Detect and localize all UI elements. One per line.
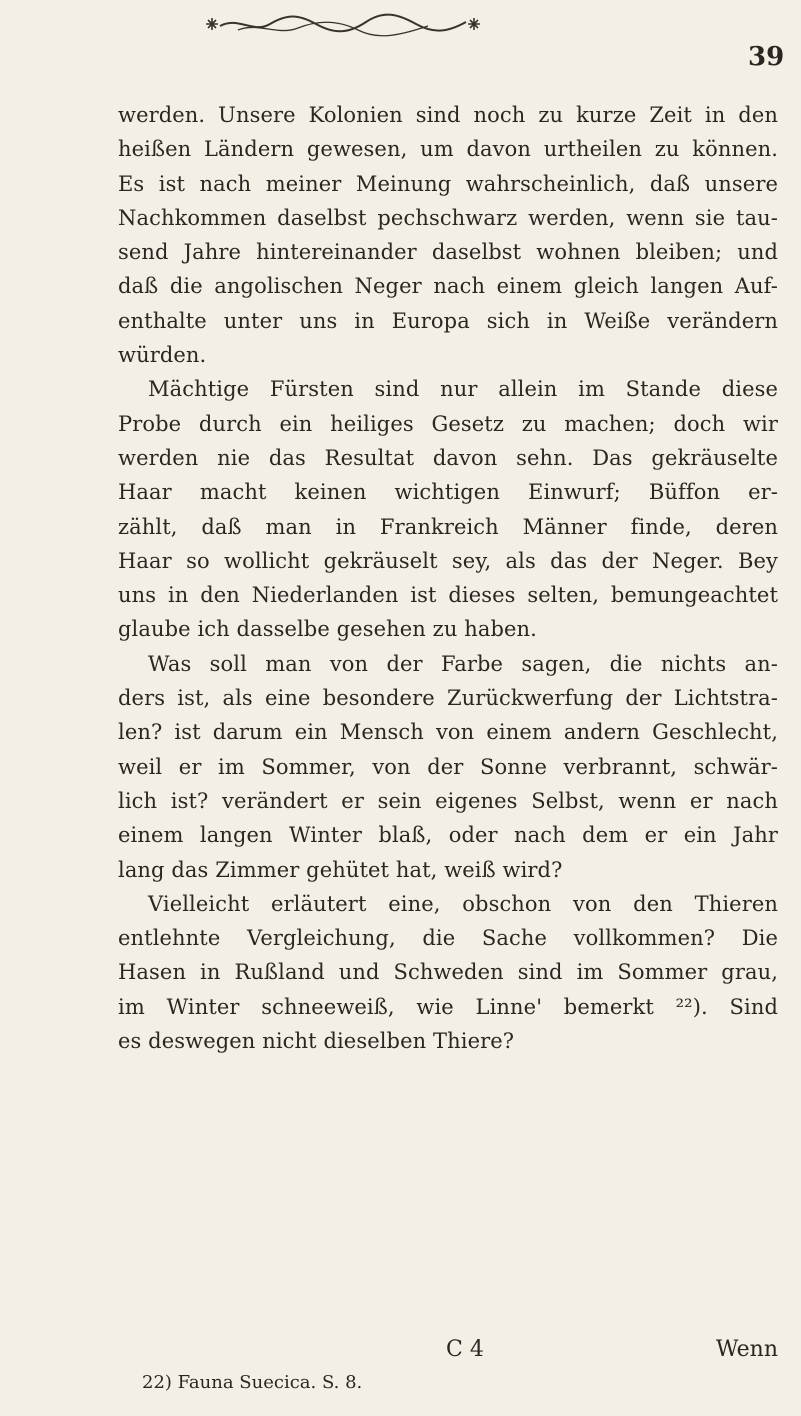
paragraph xyxy=(118,98,778,372)
text-line: glaube ich dasselbe gesehen zu haben. xyxy=(118,617,537,642)
text-line: send Jahre hintereinander daselbst wohnen bleiben; und xyxy=(118,240,778,265)
text-line: zählt, daß man in Frankreich Männer finde, deren xyxy=(118,514,778,539)
ornament-swirl-line-lower xyxy=(238,22,428,36)
text-line: Probe durch ein heiliges Gesetz zu machen; doch wir xyxy=(118,411,778,436)
text-line: Vielleicht erläutert eine, obschon von den Thieren xyxy=(148,891,778,916)
footnote: 22) Fauna Suecica. S. 8. xyxy=(142,1372,363,1393)
text-line: Haar so wollicht gekräuselt sey, als das der Neger. Bey xyxy=(118,548,778,573)
body-text xyxy=(118,98,778,1058)
catchword: Wenn xyxy=(715,1337,778,1362)
text-line: einem langen Winter blaß, oder nach dem er ein Jahr xyxy=(118,823,778,848)
paragraph xyxy=(118,887,778,1058)
page-number: 39 xyxy=(748,42,785,72)
signature-mark: C 4 xyxy=(446,1337,484,1362)
text-line: ders ist, als eine besondere Zurückwerfung der Lichtstra- xyxy=(118,686,778,711)
ornament-swirl-line xyxy=(220,15,466,32)
text-line: len? ist darum ein Mensch von einem andern Geschlecht, xyxy=(118,720,778,745)
text-line: lang das Zimmer gehütet hat, weiß wird? xyxy=(118,857,563,882)
text-line: Nachkommen daselbst pechschwarz werden, wenn sie tau- xyxy=(118,205,778,230)
text-line: im Winter schneeweiß, wie Linne' bemerkt ²²). Sind xyxy=(118,994,778,1019)
text-line: Hasen in Rußland und Schweden sind im Sommer grau, xyxy=(118,960,778,985)
paragraph xyxy=(118,372,778,646)
text-line: enthalte unter uns in Europa sich in Weiße verändern xyxy=(118,308,778,333)
page-footer xyxy=(118,1335,778,1365)
text-line: Haar macht keinen wichtigen Einwurf; Büffon er- xyxy=(118,480,778,505)
text-line: uns in den Niederlanden ist dieses selten, bemungeachtet xyxy=(118,583,778,608)
header-ornament xyxy=(198,12,488,38)
text-line: es deswegen nicht dieselben Thiere? xyxy=(118,1029,515,1054)
text-line: Was soll man von der Farbe sagen, die nichts an- xyxy=(148,651,778,676)
text-line: lich ist? verändert er sein eigenes Selbst, wenn er nach xyxy=(118,788,778,813)
ornament-right-cross xyxy=(468,18,480,30)
text-line: daß die angolischen Neger nach einem gleich langen Auf- xyxy=(118,274,778,299)
text-line: entlehnte Vergleichung, die Sache vollkommen? Die xyxy=(118,926,778,951)
text-line: Es ist nach meiner Meinung wahrscheinlich, daß unsere xyxy=(118,171,778,196)
paragraph xyxy=(118,647,778,887)
text-line: weil er im Sommer, von der Sonne verbrannt, schwär- xyxy=(118,754,778,779)
ornament-left-cross xyxy=(206,18,218,30)
text-line: Mächtige Fürsten sind nur allein im Stande diese xyxy=(148,377,778,402)
text-line: würden. xyxy=(118,343,207,368)
text-line: werden. Unsere Kolonien sind noch zu kurze Zeit in den xyxy=(118,103,778,127)
text-line: heißen Ländern gewesen, um davon urtheilen zu können. xyxy=(118,137,778,162)
text-line: werden nie das Resultat davon sehn. Das gekräuselte xyxy=(118,445,778,470)
